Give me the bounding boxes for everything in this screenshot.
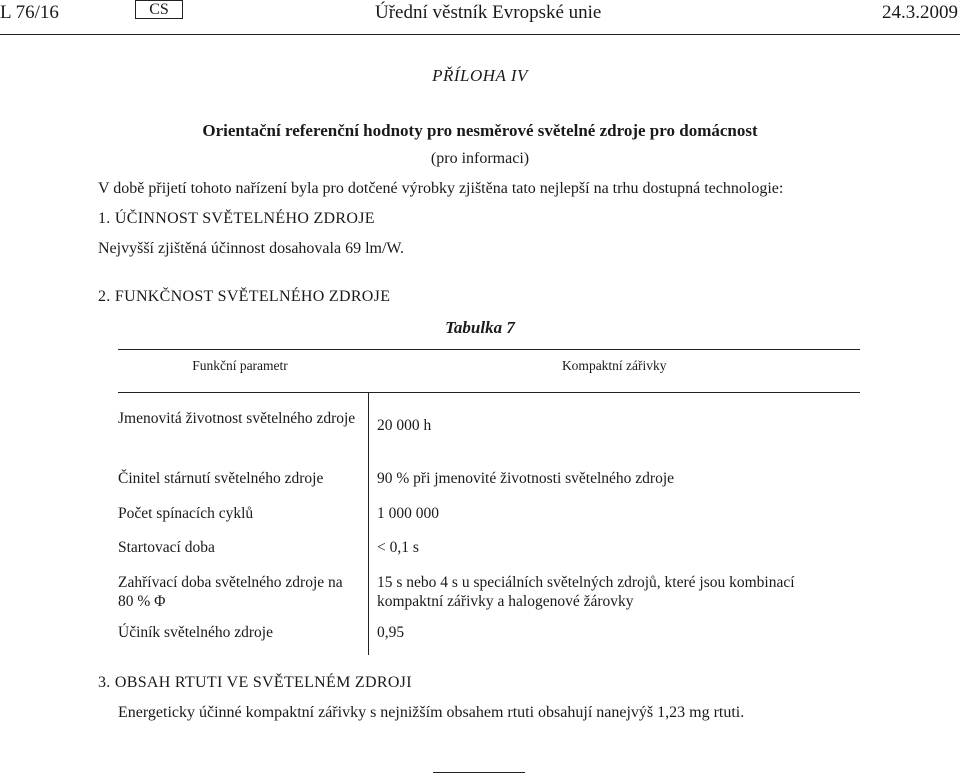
- table-header-cfl: Kompaktní zářivky: [369, 350, 861, 393]
- value-cell: 90 % při jmenovité životnosti světelného zdroje: [369, 460, 861, 498]
- value-cell: 0,95: [369, 618, 861, 655]
- table-row: [118, 460, 860, 498]
- functionality-table: [118, 349, 860, 655]
- table-header-row: [118, 350, 860, 393]
- param-cell: Startovací doba: [118, 539, 215, 556]
- main-title: Orientační referenční hodnoty pro nesměrové světelné zdroje pro domácnost: [202, 121, 758, 140]
- table-row: [118, 566, 860, 618]
- table-row: [118, 498, 860, 532]
- table-row: [118, 618, 860, 655]
- table-header-param: Funkční parametr: [118, 350, 362, 393]
- end-rule: [433, 772, 525, 773]
- param-cell: Účiník světelného zdroje: [118, 624, 273, 641]
- section-3-heading: 3. OBSAH RTUTI VE SVĚTELNÉM ZDROJI: [98, 674, 412, 691]
- intro-text: V době přijetí tohoto nařízení byla pro dotčené výrobky zjištěna tato nejlepší na trhu dostupná technologie:: [98, 180, 784, 197]
- param-text: Jmenovitá životnost světelného zdroje: [118, 410, 356, 427]
- header-rule: [0, 34, 960, 35]
- language-badge: CS: [135, 0, 183, 19]
- param-cell: [118, 393, 362, 461]
- value-cell: < 0,1 s: [369, 532, 861, 566]
- annex-title: PŘÍLOHA IV: [432, 66, 528, 85]
- value-cell: 1 000 000: [369, 498, 861, 532]
- section-1-heading: 1. ÚČINNOST SVĚTELNÉHO ZDROJE: [98, 210, 375, 227]
- section-3-text: Energeticky účinné kompaktní zářivky s nejnižším obsahem rtuti obsahují nanejvýš 1,23 mg rtuti.: [118, 704, 745, 721]
- subtitle: (pro informaci): [430, 150, 530, 167]
- section-1-text: Nejvyšší zjištěná účinnost dosahovala 69 lm/W.: [98, 240, 405, 257]
- table-caption: Tabulka 7: [445, 318, 515, 337]
- journal-title: Úřední věstník Evropské unie: [375, 2, 602, 23]
- publication-date: 24.3.2009: [882, 2, 958, 23]
- param-cell: Počet spínacích cyklů: [118, 505, 254, 522]
- param-cell: [118, 566, 362, 618]
- value-cell: 15 s nebo 4 s u speciálních světelných zdrojů, které jsou kombinací kompaktní zářivky a halogenové žárovky: [369, 566, 861, 618]
- value-cell: 20 000 h: [369, 393, 861, 461]
- param-text: Zahřívací doba světelného zdroje na 80 % Φ: [118, 574, 343, 610]
- section-2-heading: 2. FUNKČNOST SVĚTELNÉHO ZDROJE: [98, 288, 391, 305]
- table-row: [118, 532, 860, 566]
- param-cell: Činitel stárnutí světelného zdroje: [118, 470, 324, 487]
- table-row: [118, 393, 860, 461]
- page-reference: L 76/16: [0, 2, 59, 23]
